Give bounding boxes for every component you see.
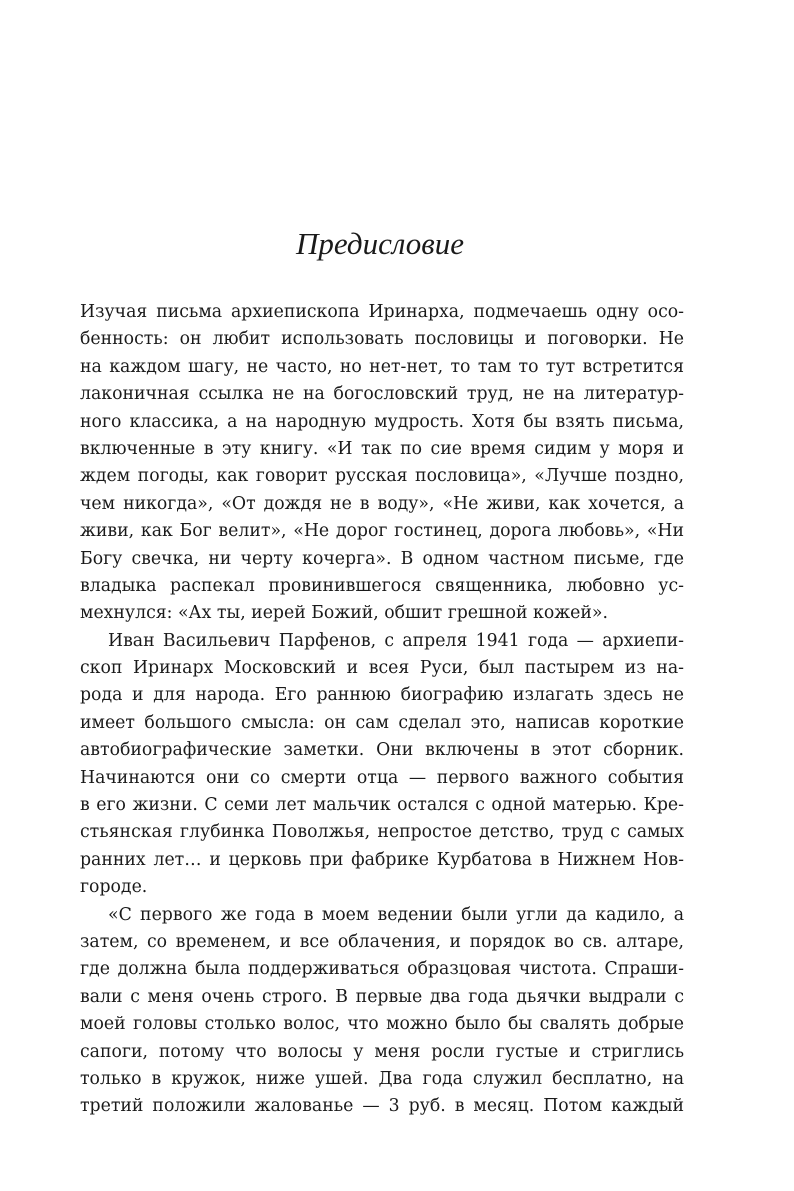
- text-line: на каждом шагу, не часто, но нет-нет, то там то тут встретится: [80, 356, 684, 377]
- text-line: Богу свечка, ни черту кочерга». В одном частном письме, где: [80, 548, 684, 569]
- text-line: где должна была поддерживаться образцовая чистота. Спраши-: [80, 959, 684, 980]
- text-line: Изучая письма архиепископа Иринарха, подмечаешь одну осо-: [80, 302, 684, 322]
- paragraph-1: [80, 299, 684, 628]
- text-line: рода и для народа. Его раннюю биографию излагать здесь не: [80, 685, 684, 706]
- text-line: ного классика, а на народную мудрость. Хотя бы взять письма,: [80, 411, 684, 432]
- text-line: Начинаются они со смерти отца — первого важного события: [80, 767, 684, 788]
- body-text: [80, 299, 684, 1121]
- paragraph-3: [80, 902, 684, 1121]
- text-line: третий положили жалованье — 3 руб. в месяц. Потом каждый: [80, 1096, 684, 1117]
- chapter-title: Предисловие: [296, 226, 464, 261]
- text-line: мехнулся: «Ах ты, иерей Божий, обшит грешной кожей».: [80, 603, 608, 624]
- text-line: автобиографические заметки. Они включены в этот сборник.: [80, 740, 684, 761]
- text-line: стьянская глубинка Поволжья, непростое детство, труд с самых: [80, 822, 684, 843]
- text-line: чем никогда», «От дождя не в воду», «Не живи, как хочется, а: [80, 493, 684, 514]
- text-line: ждем погоды, как говорит русская пословица», «Лучше поздно,: [80, 466, 684, 487]
- text-line: «С первого же года в моем ведении были угли да кадило, а: [108, 904, 684, 925]
- text-line: моей головы столько волос, что можно было бы свалять добрые: [80, 1014, 684, 1035]
- text-line: живи, как Бог велит», «Не дорог гостинец, дорога любовь», «Ни: [80, 521, 684, 542]
- text-line: вали с меня очень строго. В первые два года дьячки выдрали с: [80, 986, 684, 1007]
- text-line: имеет большого смысла: он сам сделал это, написав короткие: [80, 712, 684, 733]
- text-line: скоп Иринарх Московский и всея Руси, был пастырем из на-: [80, 658, 684, 679]
- paragraph-2: [80, 628, 684, 902]
- text-line: сапоги, потому что волосы у меня росли густые и стриглись: [80, 1041, 684, 1062]
- text-line: Иван Васильевич Парфенов, с апреля 1941 года — архиепи-: [108, 630, 684, 651]
- text-line: затем, со временем, и все облачения, и порядок во св. алтаре,: [80, 931, 684, 952]
- text-line: включенные в эту книгу. «И так по сие время сидим у моря и: [80, 438, 684, 459]
- text-line: городе.: [80, 877, 148, 898]
- text-line: в его жизни. С семи лет мальчик остался с одной матерью. Кре-: [80, 795, 684, 816]
- text-line: владыка распекал провинившегося священника, любовно ус-: [80, 575, 684, 596]
- text-line: ранних лет… и церковь при фабрике Курбатова в Нижнем Нов-: [80, 849, 684, 870]
- text-line: бенность: он любит использовать пословицы и поговорки. Не: [80, 329, 684, 350]
- text-line: только в кружок, ниже ушей. Два года служил бесплатно, на: [80, 1068, 684, 1089]
- text-line: лаконичная ссылка не на богословский труд, не на литератур-: [80, 384, 684, 405]
